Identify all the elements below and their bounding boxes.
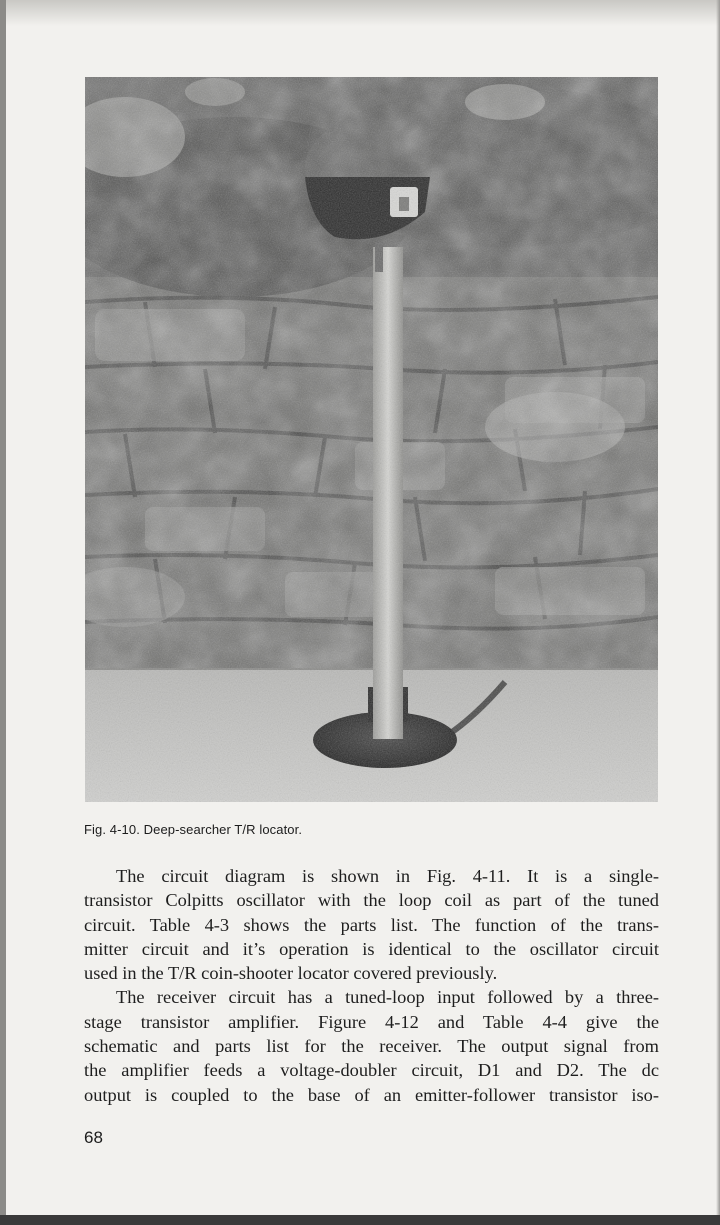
scan-shadow-top (0, 0, 720, 26)
paragraph-2-line: stage transistor amplifier. Figure 4-12 and Table 4-4 give the (84, 1011, 659, 1032)
paragraph-1-line: The circuit diagram is shown in Fig. 4-11. It is a single- (116, 866, 659, 886)
body-text (84, 864, 659, 1107)
scan-edge-right (716, 0, 720, 1225)
scan-edge-bottom (0, 1215, 720, 1225)
scan-edge-left (0, 0, 6, 1225)
page-number: 68 (84, 1128, 103, 1147)
paragraph-1-line: mitter circuit and it’s operation is identical to the oscillator circuit (84, 938, 659, 959)
paragraph-2-line: The receiver circuit has a tuned-loop input followed by a three- (116, 987, 659, 1008)
paragraph-1-line: used in the T/R coin-shooter locator covered previously. (84, 963, 498, 984)
paragraph-2-line: the amplifier feeds a voltage-doubler circuit, D1 and D2. The dc (84, 1060, 659, 1081)
paragraph-2-line: output is coupled to the base of an emitter-follower transistor iso- (84, 1084, 659, 1105)
paragraph-1-line: circuit. Table 4-3 shows the parts list. The function of the trans- (84, 914, 659, 935)
figure-photo (85, 77, 658, 802)
paragraph-1-line: transistor Colpitts oscillator with the loop coil as part of the tuned (84, 890, 659, 911)
paragraph-2-line: schematic and parts list for the receiver. The output signal from (84, 1036, 659, 1057)
figure-caption: Fig. 4-10. Deep-searcher T/R locator. (84, 822, 303, 837)
